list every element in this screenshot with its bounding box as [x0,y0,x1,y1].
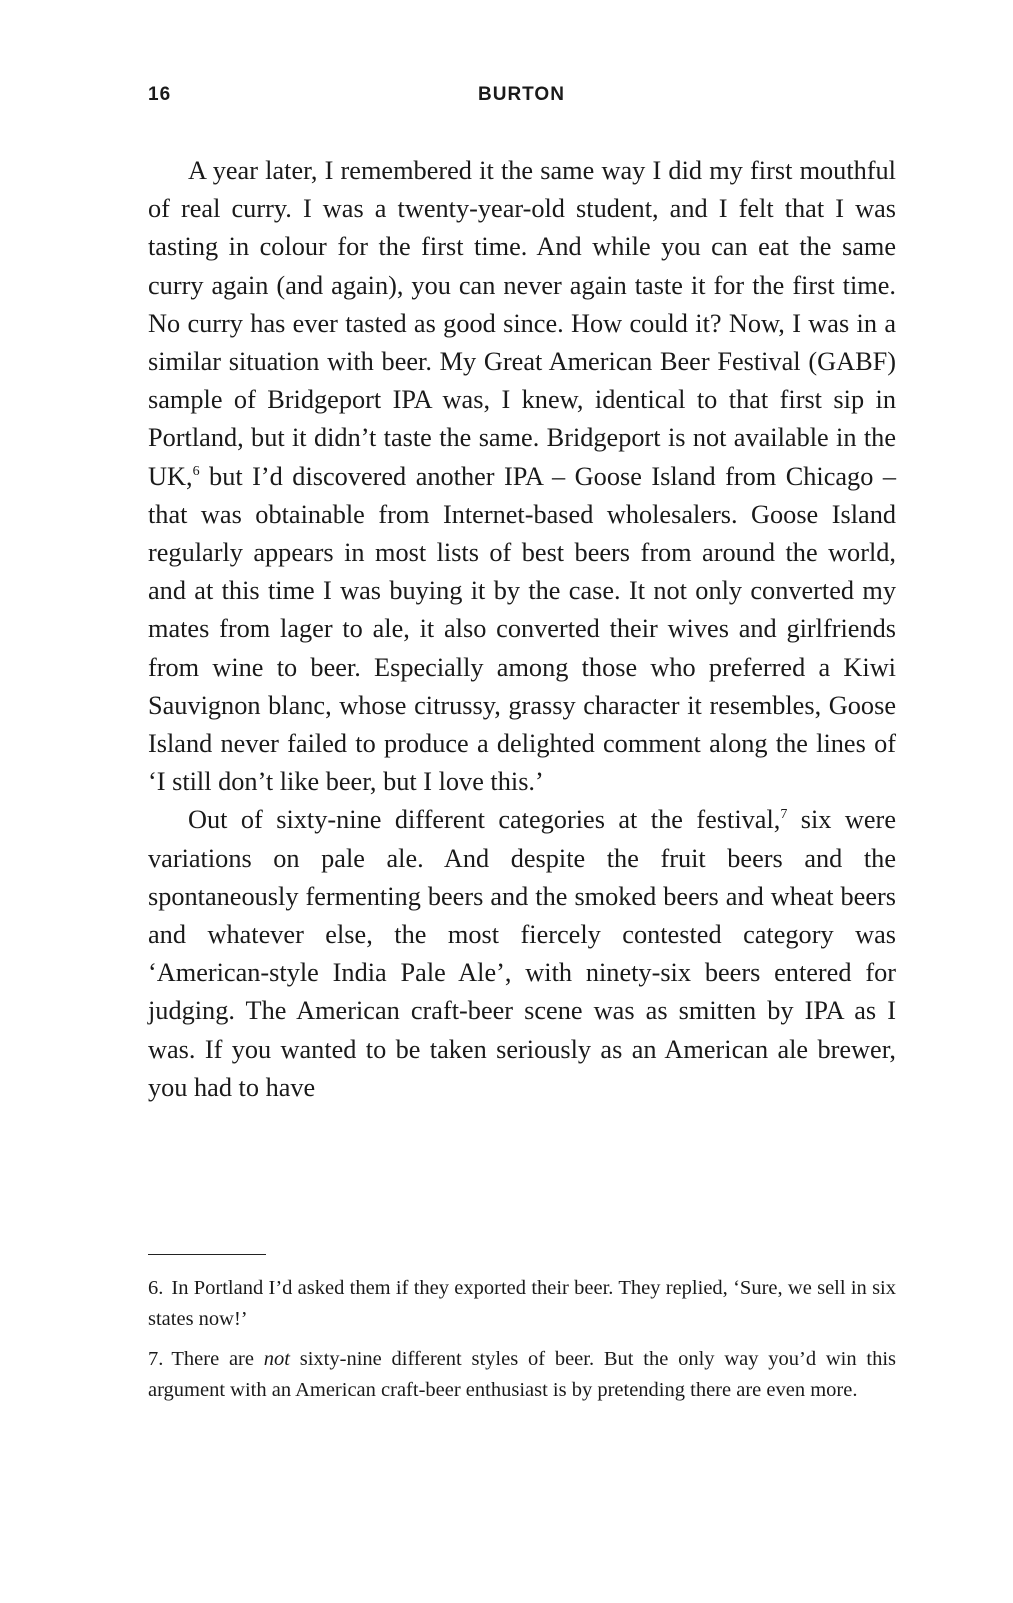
paragraph-2-text-a: Out of sixty-nine different categories at the festival, [188,805,781,835]
paragraph-1 [148,152,896,801]
footnote-7-text-b: sixty-nine different styles of beer. But the only way you’d win this argument with an American craft-beer enthusiast is by pretending there are even more. [148,1348,897,1401]
footnote-7-number: 7. [148,1348,164,1370]
paragraph-2 [148,801,896,1107]
running-head [148,84,898,112]
footnotes [148,1273,896,1415]
paragraph-2-text-b: six were variations on pale ale. And despite the fruit beers and the spontaneously fermenting beers and the smoked beers and wheat beers and whatever else, the most fiercely contested category was ‘American-style India Pale Ale’, with ninety-six beers entered for judging. The American craft-beer scene was as smitten by IPA as I was. If you wanted to be taken seriously as an American ale brewer, you had to have [148,805,896,1102]
footnote-ref-6: 6 [192,463,200,479]
running-title: BURTON [478,84,565,105]
footnote-6-text: In Portland I’d asked them if they exported their beer. They replied, ‘Sure, we sell in six states now!’ [148,1277,896,1330]
paragraph-1-text-b: but I’d discovered another IPA – Goose Island from Chicago – that was obtainable from Internet-based wholesalers. Goose Island regularly appears in most lists of best beers from around the world, and at this time I was buying it by the case. It not only converted my mates from lager to ale, it also converted their wives and girlfriends from wine to beer. Especially among those who preferred a Kiwi Sauvignon blanc, whose citrussy, grassy character it resembles, Goose Island never failed to produce a delighted comment along the lines of ‘I still don’t like beer, but I love this.’ [148,461,896,797]
footnote-6 [148,1273,896,1335]
footnote-7-emphasis: not [263,1348,290,1370]
footnote-ref-7: 7 [780,807,788,823]
footnote-divider [148,1254,266,1255]
body-text [148,152,896,1107]
footnote-7-text-a: There are [171,1348,264,1370]
footnote-6-number: 6. [148,1277,164,1299]
page-number: 16 [148,84,172,105]
paragraph-1-text-a: A year later, I remembered it the same way I did my first mouthful of real curry. I was a twenty-year-old student, and I felt that I was tasting in colour for the first time. And while you can eat the same curry again (and again), you can never again taste it for the first time. No curry has ever tasted as good since. How could it? Now, I was in a similar situation with beer. My Great American Beer Festival (GABF) sample of Bridgeport IPA was, I knew, identical to that first sip in Portland, but it didn’t taste the same. Bridgeport is not available in the UK, [148,156,896,491]
footnote-7 [148,1344,896,1406]
